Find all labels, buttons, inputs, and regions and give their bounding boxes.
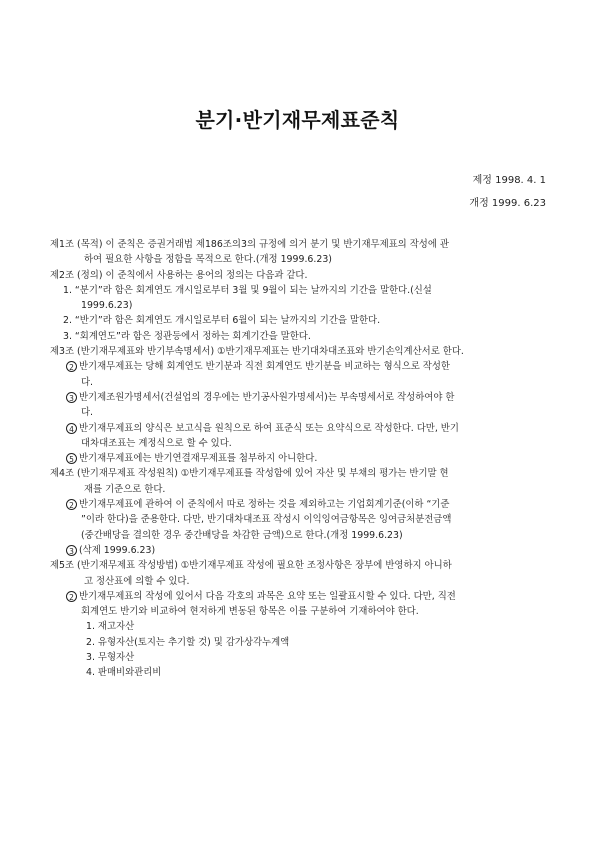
continuation-line — [50, 407, 548, 418]
line-text: 3. 무형자산 — [86, 652, 135, 664]
paragraph-line — [50, 453, 548, 464]
line-text: 4. 판매비와관리비 — [86, 667, 162, 679]
line-text: 제5조 (반기재무제표 작성방법) ①반기재무제표 작성에 필요한 조정사항은 장부에 반영하지 아니하 — [50, 560, 452, 572]
paragraph-number: 2 — [66, 499, 77, 510]
list-item — [50, 652, 548, 663]
continuation-line — [50, 254, 548, 265]
paragraph-number: 2 — [66, 591, 77, 602]
continuation-line — [50, 514, 548, 525]
article-line — [50, 346, 548, 357]
paragraph-number: 4 — [66, 423, 77, 434]
enactment-date: 제정 1998. 4. 1 — [472, 175, 546, 186]
line-text: (삭제 1999.6.23) — [79, 544, 156, 556]
article-line — [50, 560, 548, 571]
article-line — [50, 468, 548, 479]
continuation-line — [50, 576, 548, 587]
continuation-line — [50, 606, 548, 617]
paragraph-line — [50, 545, 548, 556]
list-item — [50, 667, 548, 678]
line-text: 1. 재고자산 — [86, 621, 135, 633]
line-text: 반기재무제표에 관하여 이 준칙에서 따로 정하는 것을 제외하고는 기업회계기준(이하 “기준 — [79, 499, 450, 511]
paragraph-line — [50, 591, 548, 602]
line-text: 고 정산표에 의할 수 있다. — [84, 575, 190, 587]
line-text: 제1조 (목적) 이 준칙은 증권거래법 제186조의3의 규정에 의거 분기 및 반기재무제표의 작성에 관 — [50, 239, 449, 250]
article-line — [50, 270, 548, 281]
list-item — [50, 285, 548, 296]
paragraph-line — [50, 499, 548, 510]
line-text: 회계연도 반기와 비교하여 현저하게 변동된 항목은 이를 구분하여 기재하여야 한다. — [81, 606, 419, 618]
paragraph-line — [50, 423, 548, 434]
line-text: 대차대조표는 계정식으로 할 수 있다. — [81, 437, 232, 449]
line-text: 반기제조원가명세서(건설업의 경우에는 반기공사원가명세서)는 부속명세서로 작성하여야 한 — [79, 391, 455, 403]
line-text: 재를 기준으로 한다. — [84, 483, 166, 495]
line-text: ”이라 한다)을 준용한다. 다만, 반기대차대조표 작성시 이익잉여금항목은 잉여금처분전금액 — [81, 514, 452, 526]
line-text: 다. — [81, 407, 94, 419]
line-text: 반기재무제표는 당해 회계연도 반기분과 직전 회계연도 반기분을 비교하는 형식으로 작성한 — [79, 361, 450, 373]
list-item — [50, 331, 548, 342]
line-text: 1. “분기”라 함은 회계연도 개시일로부터 3월 및 9월이 되는 날까지의 기간을 말한다.(신설 — [63, 284, 432, 296]
document-title: 분기·반기재무제표준칙 — [195, 108, 400, 132]
continuation-line — [50, 300, 548, 311]
list-item — [50, 621, 548, 632]
document-body — [50, 239, 548, 683]
paragraph-number: 3 — [66, 545, 77, 556]
continuation-line — [50, 377, 548, 388]
line-text: 반기재무제표에는 반기연결재무제표를 첨부하지 아니한다. — [79, 453, 318, 465]
paragraph-line — [50, 361, 548, 372]
line-text: (중간배당을 결의한 경우 중간배당을 차감한 금액)으로 한다.(개정 1999.6.23) — [81, 529, 403, 541]
line-text: 1999.6.23) — [81, 300, 133, 312]
article-line — [50, 239, 548, 250]
line-text: 제4조 (반기재무제표 작성원칙) ①반기재무제표를 작성함에 있어 자산 및 부채의 평가는 반기말 현 — [50, 468, 449, 480]
revision-date: 개정 1999. 6.23 — [469, 198, 546, 209]
line-text: 반기재무제표의 작성에 있어서 다음 각호의 과목은 요약 또는 일괄표시할 수 있다. 다만, 직전 — [79, 590, 456, 602]
paragraph-number: 5 — [66, 453, 77, 464]
line-text: 3. “회계연도”라 함은 정관등에서 정하는 회계기간을 말한다. — [63, 330, 311, 342]
paragraph-line — [50, 392, 548, 403]
paragraph-number: 2 — [66, 361, 77, 372]
line-text: 제3조 (반기재무제표와 반기부속명세서) ①반기재무제표는 반기대차대조표와 반기손익계산서로 한다. — [50, 346, 464, 358]
line-text: 다. — [81, 376, 94, 388]
continuation-line — [50, 530, 548, 541]
list-item — [50, 637, 548, 648]
paragraph-number: 3 — [66, 392, 77, 403]
line-text: 하여 필요한 사항을 정함을 목적으로 한다.(개정 1999.6.23) — [84, 254, 332, 266]
continuation-line — [50, 484, 548, 495]
continuation-line — [50, 438, 548, 449]
line-text: 2. 유형자산(토지는 추기할 것) 및 감가상각누계액 — [86, 636, 290, 648]
list-item — [50, 315, 548, 326]
line-text: 제2조 (정의) 이 준칙에서 사용하는 용어의 정의는 다음과 같다. — [50, 269, 308, 281]
line-text: 2. “반기”라 함은 회계연도 개시일로부터 6월이 되는 날까지의 기간을 말한다. — [63, 315, 381, 327]
line-text: 반기재무제표의 양식은 보고식을 원칙으로 하여 표준식 또는 요약식으로 작성한다. 다만, 반기 — [79, 422, 459, 434]
